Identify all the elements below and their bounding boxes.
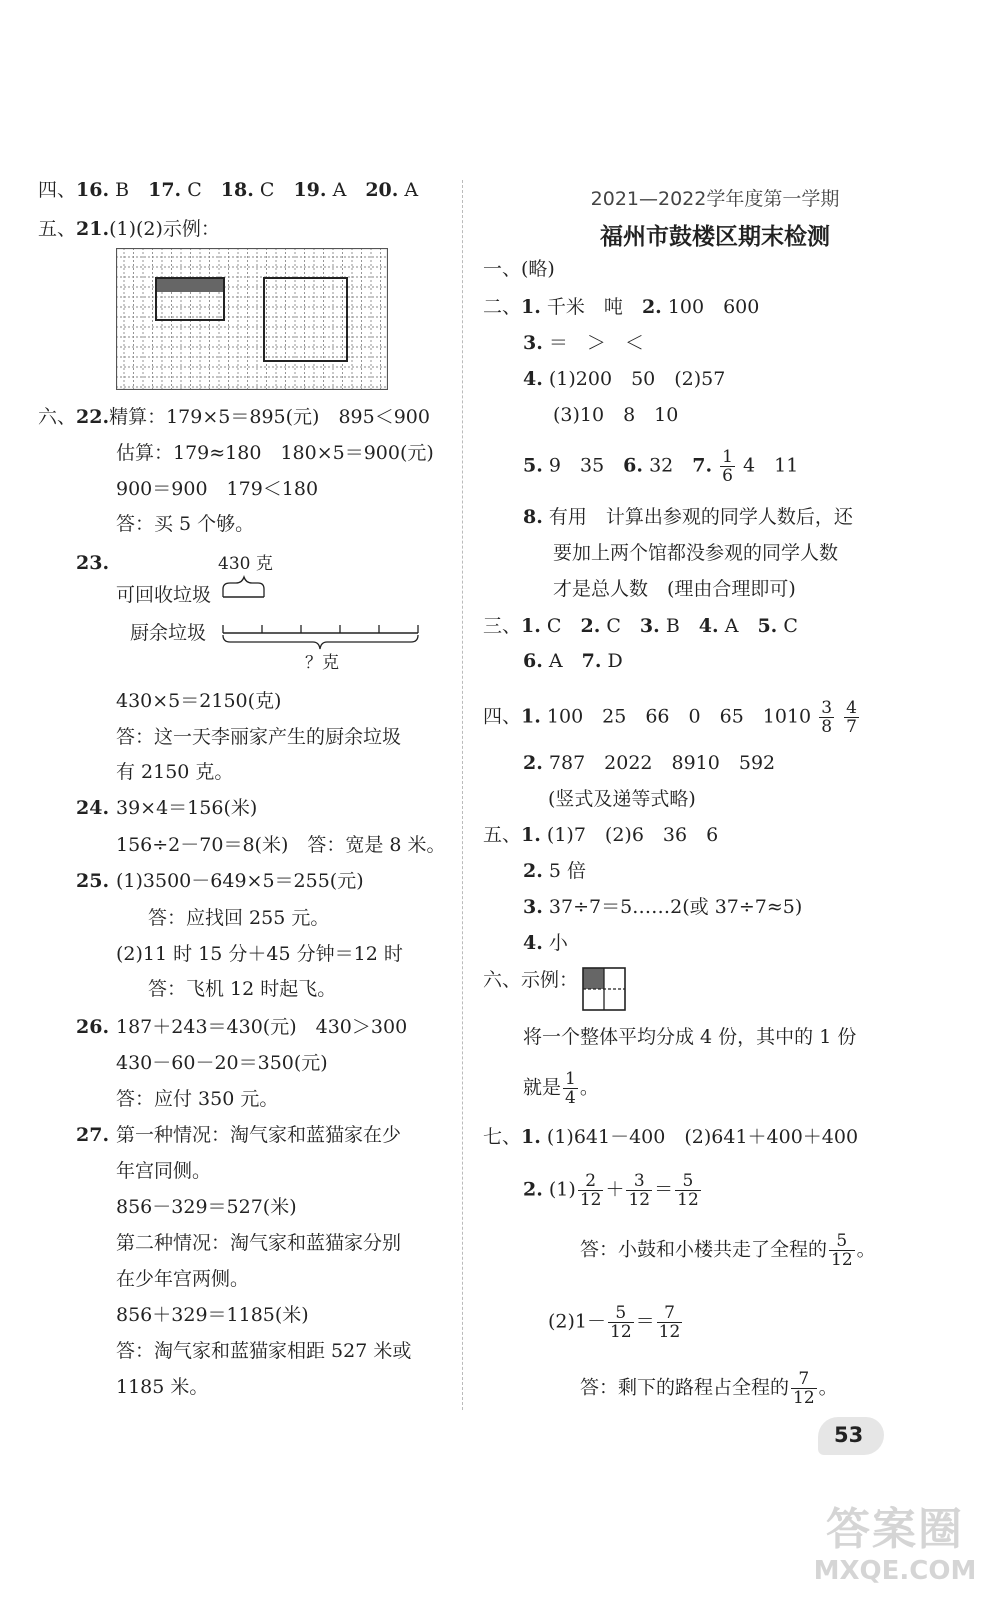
fraction-numerator: 3 [626, 1172, 652, 1191]
q21-line [38, 216, 220, 242]
fraction-denominator: 12 [831, 1250, 853, 1270]
q26-l1: 187＋243＝430(元) 430＞300 [116, 1016, 408, 1038]
q24-num: 24. [76, 797, 110, 819]
r-s2-q5-num: 5. [523, 454, 543, 477]
fraction-denominator: 8 [821, 717, 833, 737]
r-s7-frac-e [657, 1304, 683, 1341]
r-s3-q6-answer: A [548, 650, 563, 672]
r-s2-q8-num: 8. [523, 506, 543, 528]
q25-l4: 答：飞机 12 时起飞。 [148, 978, 337, 1000]
r-s7-frac-c [675, 1172, 701, 1209]
r-s6-period: 。 [579, 1076, 599, 1099]
r-s7-ans1-text: 答：小鼓和小楼共走了全程的 [580, 1238, 828, 1261]
q23-answer-1: 答：这一天李丽家产生的厨余垃圾 [116, 726, 402, 748]
period: 。 [856, 1238, 876, 1261]
fraction-denominator: 12 [628, 1190, 651, 1210]
exam-title: 福州市鼓楼区期末检测 [600, 224, 830, 250]
r-s7-part1-label: (1) [548, 1178, 576, 1201]
r-s6-fraction [563, 1070, 578, 1107]
q22-l1 [38, 404, 430, 430]
r-s3-q3-answer: B [665, 615, 680, 637]
q27-l2: 年宫同侧。 [116, 1160, 212, 1182]
r-s7-ans2 [580, 1370, 838, 1407]
q27-l6: 856＋329＝1185(米) [116, 1304, 309, 1326]
r-s7-q2-eq1 [523, 1172, 703, 1209]
r-s3-q6-num: 6. [523, 650, 543, 672]
r-s2-q2-num: 2. [641, 296, 662, 318]
q26-l2: 430－60－20＝350(元) [116, 1052, 328, 1074]
r-s4-note: (竖式及递等式略) [548, 788, 696, 810]
fraction-denominator: 7 [846, 717, 857, 737]
r-s2-q5-7 [523, 448, 798, 485]
r-s2-q5-answer: 9 35 [548, 454, 605, 477]
q27-l8: 1185 米。 [116, 1376, 209, 1398]
q16-answer: B [115, 179, 130, 201]
fraction-numerator: 7 [657, 1304, 683, 1323]
r-s2-q4b: (3)10 8 10 [553, 404, 679, 426]
r-s7-q1-num: 1. [521, 1126, 541, 1148]
q19-answer: A [332, 179, 347, 201]
q27-l5: 在少年宫两侧。 [116, 1268, 250, 1290]
shaded-part [156, 278, 224, 292]
q27-l1: 第一种情况：淘气家和蓝猫家在少 [116, 1124, 402, 1146]
r-s1-text: (略) [521, 258, 555, 280]
r-s2-q6-num: 6. [623, 454, 644, 477]
r-s7-ans2-fraction [791, 1370, 817, 1407]
r-s3-q1-answer: C [546, 615, 562, 637]
page-number: 53 [834, 1423, 864, 1447]
r-s2-q1-2 [483, 294, 759, 320]
r-s5-q1-num: 1. [521, 824, 541, 846]
q25-l2: 答：应找回 255 元。 [148, 907, 330, 929]
fraction-numerator: 4 [846, 698, 857, 718]
fraction-denominator: 12 [658, 1322, 681, 1342]
r-s2-q8a [523, 504, 853, 530]
r-s5-q2-answer: 5 倍 [548, 860, 587, 882]
r-s2-q6-answer: 32 [649, 454, 674, 477]
r-s7-q2-num: 2. [523, 1178, 543, 1201]
r-s7-q2-eq2 [548, 1304, 684, 1341]
r-section-6-label: 六、 [483, 969, 522, 991]
r-s2-q8c: 才是总人数 (理由合理即可) [553, 578, 796, 600]
q18-num: 18. [220, 179, 254, 201]
equals-sign: ＝ [654, 1178, 674, 1201]
fraction-denominator: 12 [610, 1322, 632, 1342]
fraction-numerator: 7 [791, 1370, 817, 1389]
section-4-label: 四、 [38, 179, 77, 201]
r-s5-q4-answer: 小 [548, 932, 568, 954]
exam-year-title: 2021—2022学年度第一学期 [590, 188, 840, 210]
r-s2-q4a [523, 366, 725, 392]
q27-l7: 答：淘气家和蓝猫家相距 527 米或 [116, 1340, 412, 1362]
q24-l1: 39×4＝156(米) [116, 797, 258, 819]
fraction-denominator: 6 [722, 466, 733, 486]
r-s5-q4 [523, 930, 568, 956]
r-s3-q4-num: 4. [698, 615, 719, 637]
watermark [800, 1505, 990, 1595]
r-s6-l2 [523, 1070, 599, 1107]
section-5-label: 五、 [38, 218, 77, 240]
fraction-numerator: 2 [578, 1172, 604, 1191]
r-s5-q3 [523, 894, 802, 920]
r-s5-q1 [483, 822, 718, 848]
r-s2-q8-line-1: 有用 计算出参观的同学人数后，还 [548, 506, 853, 528]
r-s2-q1-answer: 千米 吨 [546, 296, 623, 318]
watermark-url: MXQE.COM [813, 1556, 977, 1586]
r-s7-frac-b [626, 1172, 652, 1209]
q22-num: 22. [76, 406, 110, 428]
q24-l2: 156÷2－70＝8(米) 答：宽是 8 米。 [116, 834, 446, 856]
q16-20-line [38, 177, 418, 203]
r-s3-q7-answer: D [607, 650, 623, 672]
r-s7-part2-label: (2)1－ [548, 1310, 607, 1333]
r-s3-row2 [523, 648, 623, 674]
r-s6-square-diagram [582, 967, 626, 1011]
watermark-top-text: 答案圈 [826, 1504, 964, 1555]
q22-answer: 答：买 5 个够。 [116, 513, 255, 535]
section-6-label: 六、 [38, 406, 77, 428]
r-s5-q4-num: 4. [523, 932, 543, 954]
q26-num: 26. [76, 1016, 110, 1038]
q17-num: 17. [148, 179, 182, 201]
fraction-numerator: 5 [675, 1172, 701, 1191]
q25-num: 25. [76, 870, 110, 892]
r-s7-frac-a [578, 1172, 604, 1209]
r-s2-q7-fraction [720, 448, 735, 485]
q21-grid-figure [116, 248, 388, 390]
q20-num: 20. [365, 179, 399, 201]
fraction-numerator: 1 [722, 447, 733, 467]
r-s4-q1-num: 1. [521, 705, 541, 728]
r-s5-q2 [523, 858, 586, 884]
r-s3-q4-answer: A [724, 615, 739, 637]
r-s2-q4-answer-a: (1)200 50 (2)57 [548, 368, 726, 390]
q23-recyclable-label: 可回收垃圾 [116, 584, 212, 606]
r-s2-q3-num: 3. [523, 332, 543, 354]
r-s3-q5-answer: C [783, 615, 798, 637]
r-s7-ans1 [580, 1232, 876, 1269]
r-s5-q2-num: 2. [523, 860, 543, 882]
q23-num: 23. [76, 552, 110, 574]
r-s5-q1-answer: (1)7 (2)6 36 6 [546, 824, 719, 846]
r-s2-q3-answer: ＝ ＞ ＜ [548, 332, 644, 354]
r-s3-q1-num: 1. [521, 615, 541, 637]
r-s4-q1 [483, 699, 861, 736]
period: 。 [818, 1376, 838, 1399]
q26-l3: 答：应付 350 元。 [116, 1088, 279, 1110]
q21-text: (1)(2)示例： [109, 218, 220, 240]
q16-num: 16. [76, 179, 110, 201]
column-divider [462, 180, 463, 1410]
fraction-numerator: 1 [565, 1069, 576, 1089]
q22-exact: 精算：179×5＝895(元) 895＜900 [109, 406, 430, 428]
r-s5-q3-num: 3. [523, 896, 543, 918]
fraction-denominator: 12 [793, 1388, 815, 1408]
r-s2-q1-num: 1. [521, 296, 541, 318]
fraction-numerator: 3 [821, 698, 833, 718]
q23-answer-2: 有 2150 克。 [116, 761, 234, 783]
square-shape [264, 278, 347, 361]
r-s7-ans1-fraction [829, 1232, 855, 1269]
fraction-denominator: 4 [565, 1088, 576, 1108]
fraction-numerator: 5 [608, 1304, 634, 1323]
r-s4-fraction-2 [844, 699, 859, 736]
q20-answer: A [404, 179, 419, 201]
q23-unknown-label: ？克 [305, 653, 339, 673]
r-s2-q3 [523, 330, 644, 356]
r-s6-label-line [483, 967, 578, 993]
q27-l4: 第二种情况：淘气家和蓝猫家分别 [116, 1232, 402, 1254]
r-s2-q2-answer: 100 600 [667, 296, 760, 318]
q21-num: 21. [76, 218, 110, 240]
r-section-4-label: 四、 [483, 705, 522, 728]
r-s2-q4-num: 4. [523, 368, 543, 390]
fraction-numerator: 5 [829, 1232, 855, 1251]
page-number-badge [818, 1417, 884, 1455]
q19-num: 19. [293, 179, 327, 201]
q18-answer: C [259, 179, 275, 201]
q27-l3: 856－329＝527(米) [116, 1196, 297, 1218]
r-section-2-label: 二、 [483, 296, 522, 318]
r-s4-fraction-1 [819, 699, 834, 736]
equals-sign: ＝ [635, 1310, 655, 1333]
q22-l2: 估算：179≈180 180×5＝900(元) [116, 442, 434, 464]
r-s3-q7-num: 7. [581, 650, 602, 672]
r-s7-q1 [483, 1124, 858, 1150]
q27-num: 27. [76, 1124, 110, 1146]
r-s2-q8b: 要加上两个馆都没参观的同学人数 [553, 542, 839, 564]
r-s7-q1-answer: (1)641－400 (2)641＋400＋400 [546, 1126, 859, 1148]
q23-bar-diagram [218, 573, 422, 651]
r-s3-row1 [483, 613, 798, 639]
fraction-denominator: 12 [677, 1190, 699, 1210]
r-s4-q2-num: 2. [523, 752, 543, 774]
r-s2-q7-num: 7. [692, 454, 713, 477]
r-s7-ans2-text: 答：剩下的路程占全程的 [580, 1376, 790, 1399]
q23-kitchen-label: 厨余垃圾 [130, 622, 207, 644]
r-s7-frac-d [608, 1304, 634, 1341]
q23-weight-label: 430 克 [218, 554, 273, 574]
plus-sign: ＋ [605, 1178, 625, 1201]
r-s4-q2 [523, 750, 775, 776]
q23-calc: 430×5＝2150(克) [116, 690, 282, 712]
r-s3-q2-answer: C [606, 615, 621, 637]
r-s1 [483, 256, 555, 282]
r-s5-q3-answer: 37÷7＝5……2(或 37÷7≈5) [548, 896, 803, 918]
r-s6-l2-text: 就是 [523, 1076, 562, 1099]
q22-l3: 900＝900 179＜180 [116, 478, 319, 500]
r-s3-q2-num: 2. [580, 615, 601, 637]
r-s3-q3-num: 3. [639, 615, 660, 637]
r-s2-q7-rest: 4 11 [743, 454, 799, 477]
r-s6-example-label: 示例： [521, 969, 579, 991]
q25-l1: (1)3500－649×5＝255(元) [116, 870, 364, 892]
r-section-3-label: 三、 [483, 615, 522, 637]
r-s6-l1: 将一个整体平均分成 4 份，其中的 1 份 [523, 1026, 857, 1048]
r-section-5-label: 五、 [483, 824, 522, 846]
r-section-7-label: 七、 [483, 1126, 522, 1148]
q17-answer: C [187, 179, 202, 201]
q25-l3: (2)11 时 15 分＋45 分钟＝12 时 [116, 943, 403, 965]
r-section-1-label: 一、 [483, 258, 522, 280]
r-s3-q5-num: 5. [757, 615, 778, 637]
r-s4-q2-answer: 787 2022 8910 592 [548, 752, 776, 774]
fraction-denominator: 12 [579, 1190, 602, 1210]
r-s4-q1-answer: 100 25 66 0 65 1010 [546, 705, 812, 728]
